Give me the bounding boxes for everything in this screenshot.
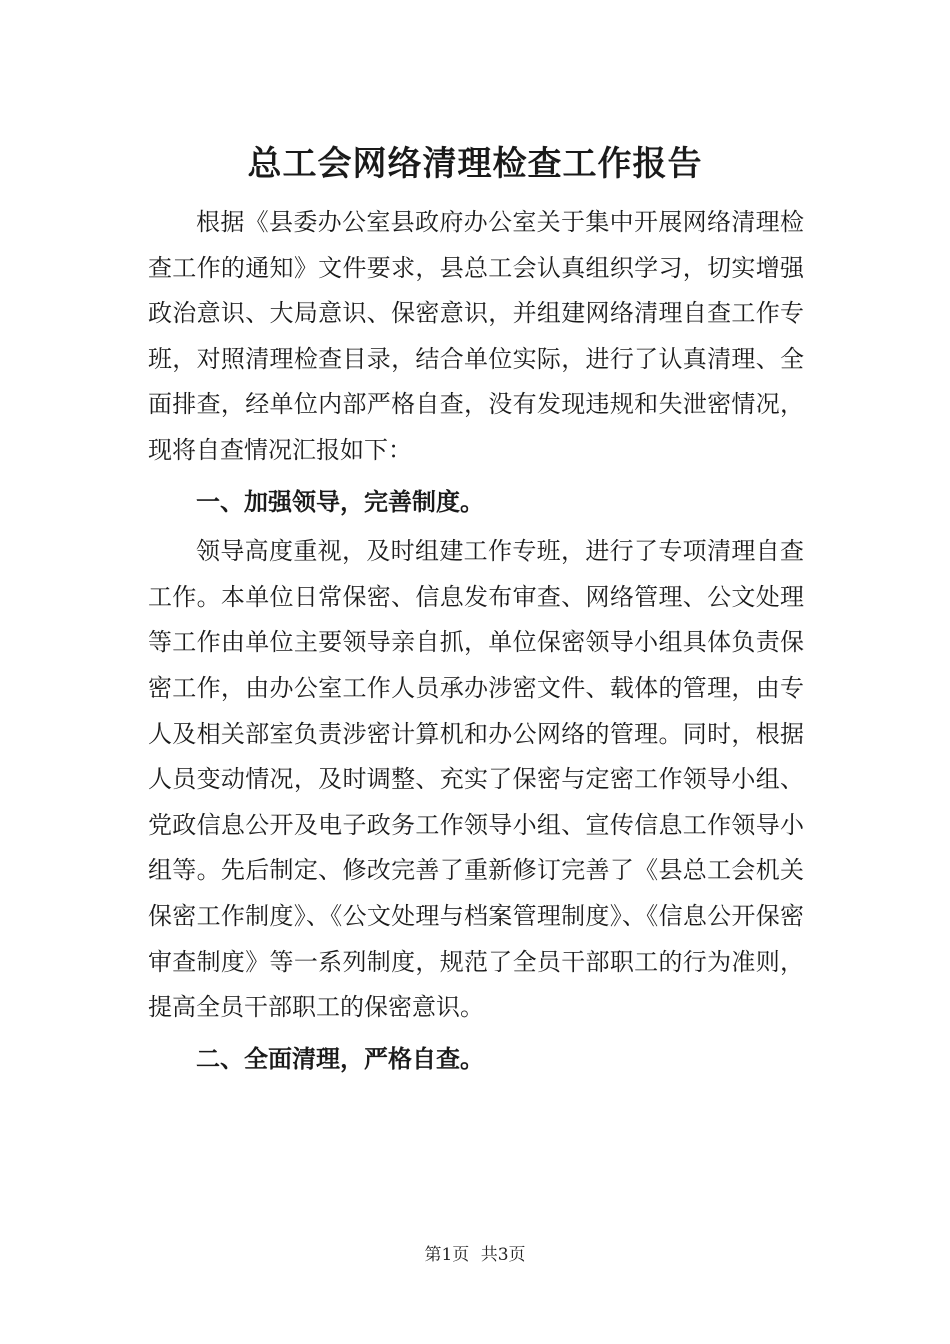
page-number: 第1页: [424, 1245, 470, 1265]
document-body: [148, 200, 804, 1086]
section-heading-2: 二、全面清理，严格自查。: [196, 1044, 484, 1073]
section-1-paragraph: 领导高度重视，及时组建工作专班，进行了专项清理自查工作。本单位日常保密、信息发布审查、网络管理、公文处理等工作由单位主要领导亲自抓，单位保密领导小组具体负责保密工作，由办公室工作人员承办涉密文件、载体的管理，由专人及相关部室负责涉密计算机和办公网络的管理。同时，根据人员变动情况，及时调整、充实了保密与定密工作领导小组、党政信息公开及电子政务工作领导小组、宣传信息工作领导小组等。先后制定、修改完善了重新修订完善了《县总工会机关保密工作制度》、《公文处理与档案管理制度》、《信息公开保密审查制度》等一系列制度，规范了全员干部职工的行为准则，提高全员干部职工的保密意识。: [148, 537, 804, 1022]
section-heading-1: 一、加强领导，完善制度。: [196, 487, 484, 516]
page-footer: [0, 1240, 950, 1265]
page-total: 共3页: [480, 1245, 526, 1265]
intro-paragraph: 根据《县委办公室县政府办公室关于集中开展网络清理检查工作的通知》文件要求，县总工会认真组织学习，切实增强政治意识、大局意识、保密意识，并组建网络清理自查工作专班，对照清理检查目录，结合单位实际，进行了认真清理、全面排查，经单位内部严格自查，没有发现违规和失泄密情况，现将自查情况汇报如下：: [148, 208, 804, 464]
document-title: 总工会网络清理检查工作报告: [247, 144, 703, 184]
